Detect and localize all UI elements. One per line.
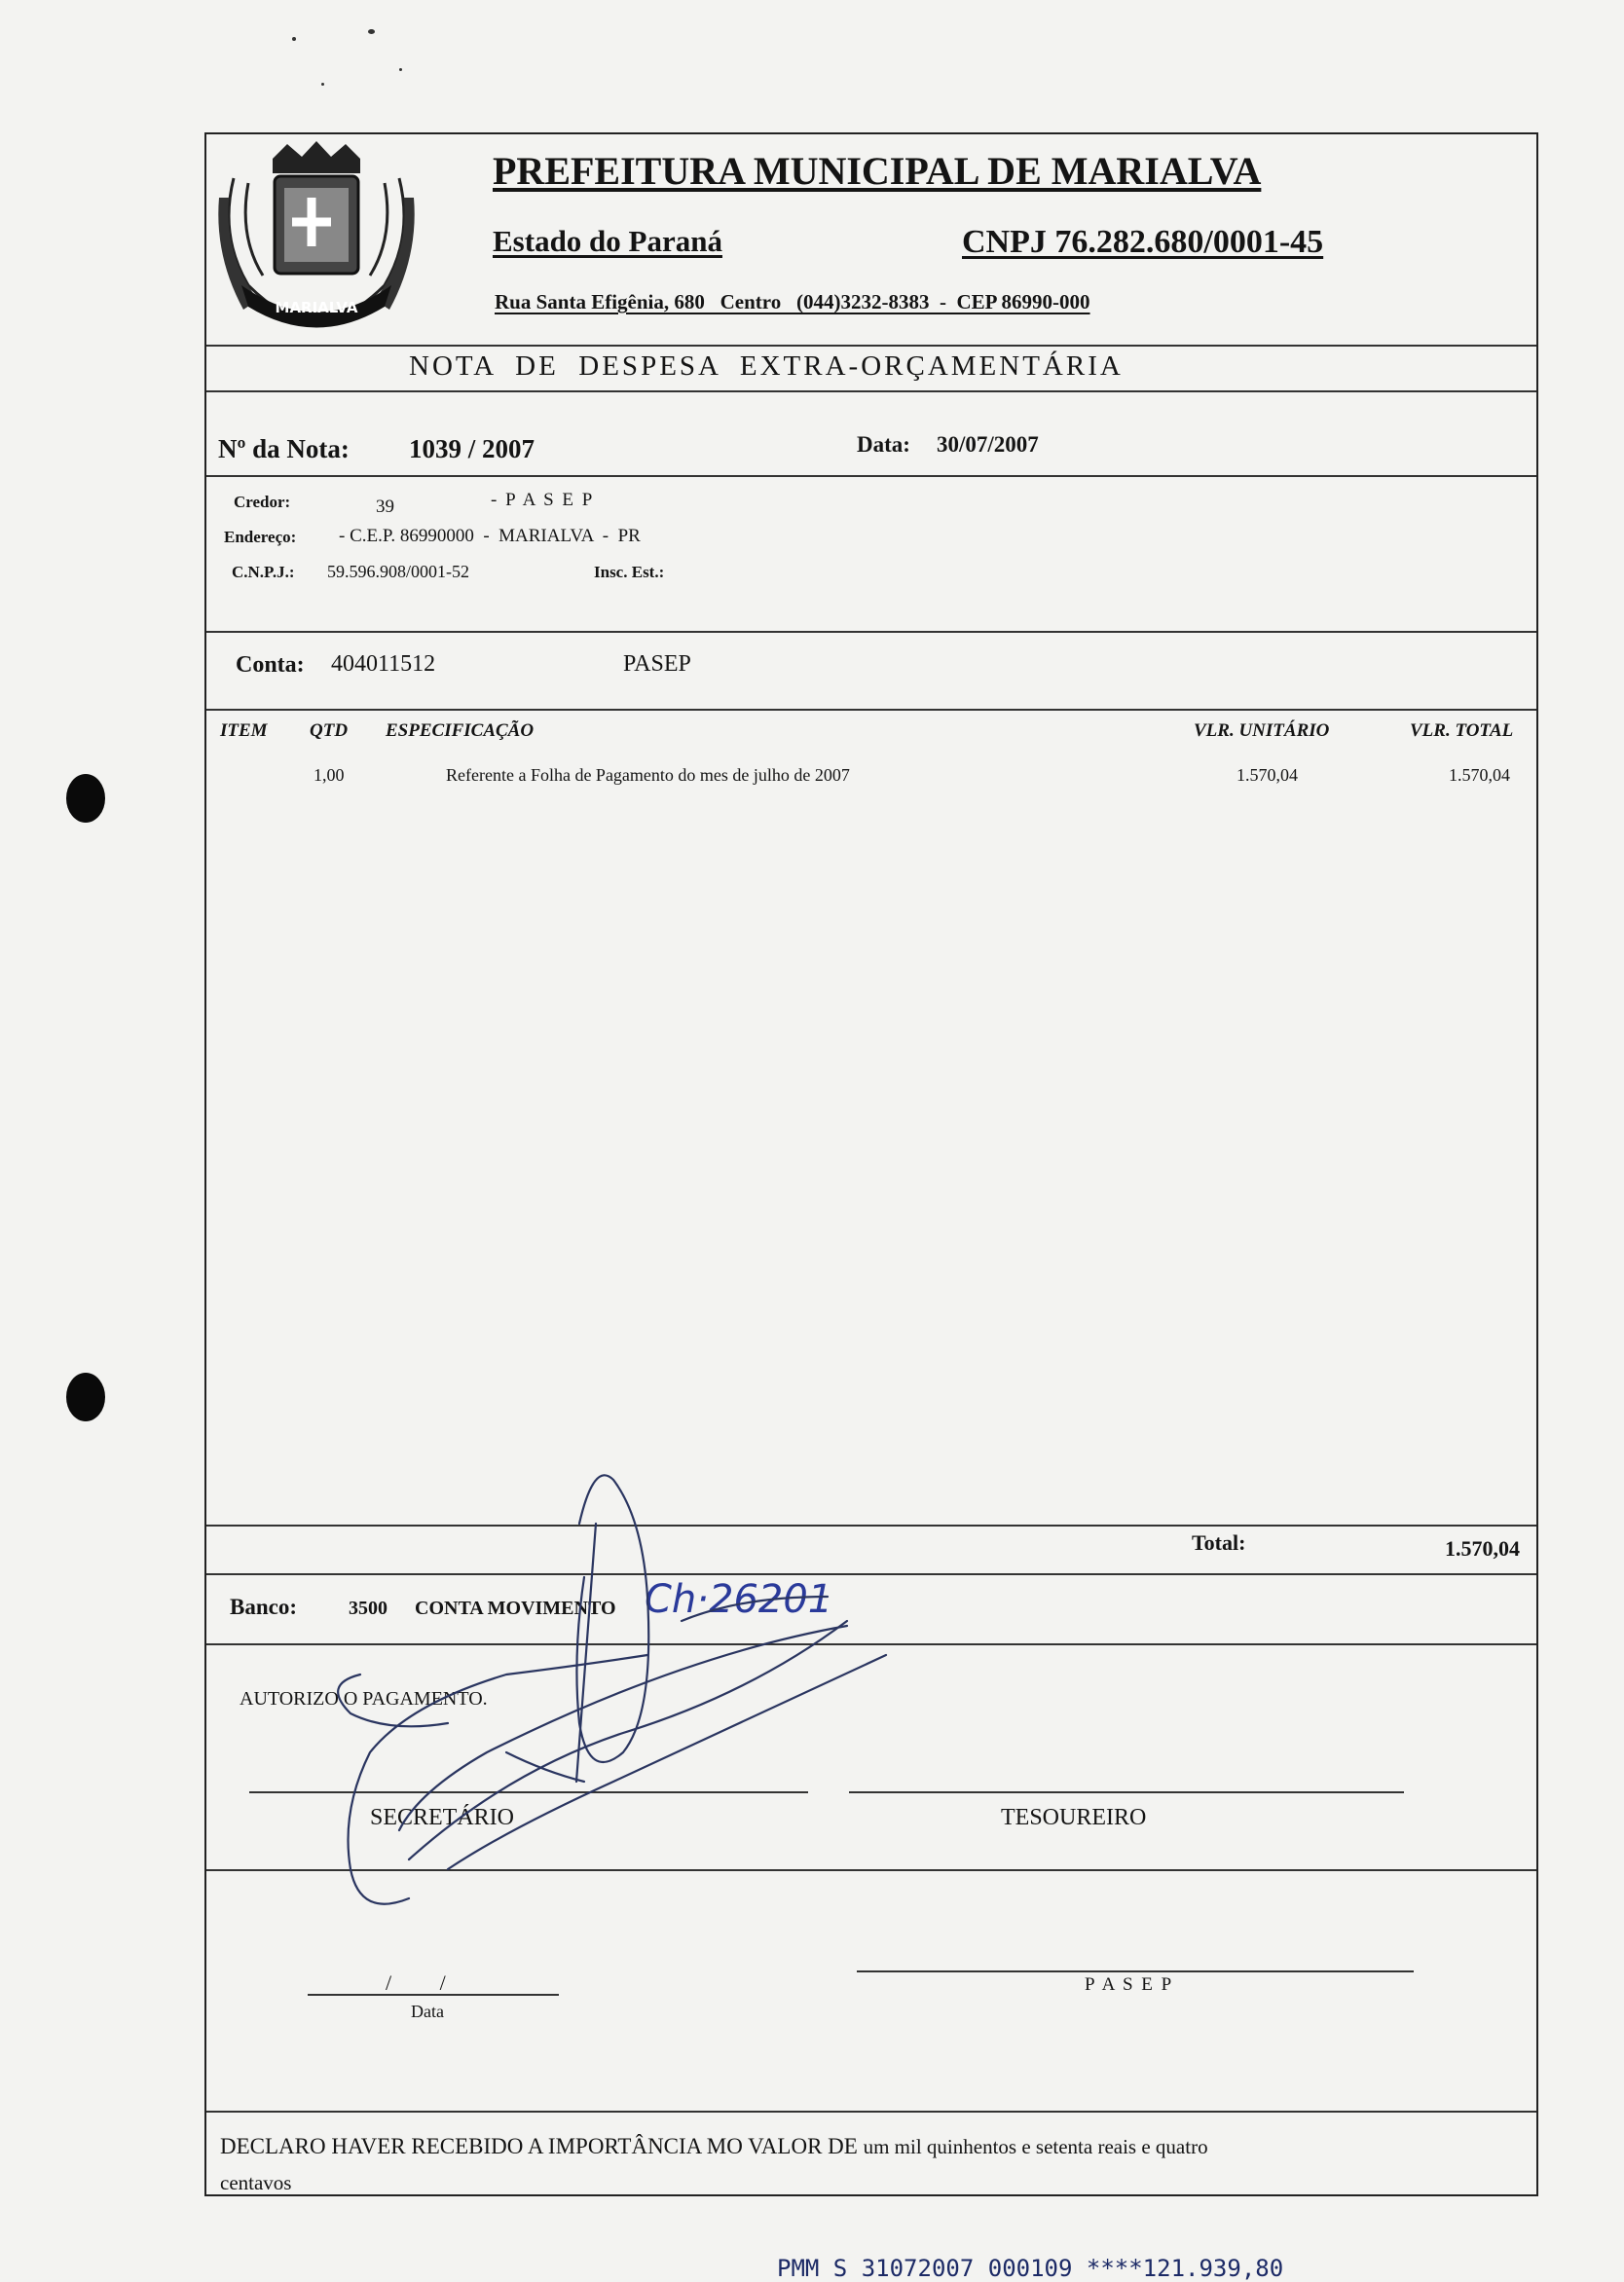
insc-est-label: Insc. Est.: [594,563,665,581]
column-header-item: ITEM [220,720,268,741]
nota-number-label: Nº da Nota: [218,434,350,463]
row-qtd: 1,00 [314,765,345,785]
credor-code: 39 [376,497,394,517]
signature-line-secretario [249,1791,808,1793]
signature-line-payee [857,1970,1414,1972]
municipality-cnpj: CNPJ 76.282.680/0001-45 [962,224,1324,260]
divider [206,1869,1536,1871]
credor-label: Credor: [234,493,291,511]
binder-hole [66,774,105,823]
nota-number: 1039 / 2007 [409,434,535,463]
column-header-especificacao: ESPECIFICAÇÃO [386,720,535,741]
handwritten-account-note: Ch·26201 [645,1577,833,1622]
divider [206,475,1536,477]
divider [206,709,1536,711]
signature-line-tesoureiro [849,1791,1404,1793]
total-label: Total: [1192,1530,1246,1555]
declaration-text [220,2134,1208,2159]
nota-date-label: Data: [857,432,910,457]
form-frame [204,132,1538,2196]
column-header-qtd: QTD [310,720,349,741]
secretario-label: SECRETÁRIO [370,1805,515,1830]
bank-authentication-stamp: PMM S 31072007 000109 ****121.939,80 [777,2255,1284,2282]
tesoureiro-label: TESOUREIRO [1001,1805,1147,1830]
column-header-vlr-total: VLR. TOTAL [1410,720,1514,741]
credor-name: - P A S E P [491,490,595,510]
row-vlr-unitario: 1.570,04 [1236,765,1298,785]
receipt-date-label: Data [411,2002,444,2021]
divider [206,1643,1536,1645]
municipality-address: Rua Santa Efigênia, 680 Centro (044)3232-8383 - CEP 86990-000 [495,290,1090,313]
conta-name: PASEP [623,651,691,677]
municipal-seal-icon [214,139,419,334]
document-title: NOTA DE DESPESA EXTRA-ORÇAMENTÁRIA [409,350,1124,382]
endereco-value: - C.E.P. 86990000 - MARIALVA - PR [339,526,641,546]
total-value: 1.570,04 [1445,1536,1520,1561]
divider [206,1573,1536,1575]
nota-date: 30/07/2007 [937,432,1039,457]
endereco-label: Endereço: [224,528,297,546]
autorizo-text: AUTORIZO O PAGAMENTO. [240,1688,488,1710]
scan-speck [399,68,402,71]
credor-cnpj: 59.596.908/0001-52 [327,562,469,581]
municipality-title: PREFEITURA MUNICIPAL DE MARIALVA [493,149,1262,193]
declaration-line2: centavos [220,2171,292,2194]
letterhead [206,134,1540,347]
receipt-date-slashes: / / [386,1970,446,1995]
binder-hole [66,1373,105,1421]
scan-speck [321,83,324,86]
declaration-prefix: DECLARO HAVER RECEBIDO A IMPORTÂNCIA MO VALOR DE [220,2134,858,2158]
divider [206,631,1536,633]
divider [206,2111,1536,2113]
scan-speck [292,37,296,41]
banco-label: Banco: [230,1595,297,1619]
row-vlr-total: 1.570,04 [1449,765,1510,785]
banco-conta-movimento: CONTA MOVIMENTO [415,1598,616,1619]
divider [206,1525,1536,1527]
cnpj-label: C.N.P.J.: [232,563,295,581]
state-name: Estado do Paraná [493,224,722,258]
banco-code: 3500 [349,1598,388,1619]
column-header-vlr-unitario: VLR. UNITÁRIO [1194,720,1330,741]
receipt-date-line [308,1994,559,1996]
conta-number: 404011512 [331,651,436,677]
declaration-amount-words: um mil quinhentos e setenta reais e quatro [863,2135,1208,2158]
payee-name: P A S E P [1085,1974,1174,1995]
row-especificacao: Referente a Folha de Pagamento do mes de julho de 2007 [446,765,850,785]
svg-text:MARIALVA: MARIALVA [275,299,358,316]
divider [206,345,1536,347]
divider [206,390,1536,392]
conta-label: Conta: [236,652,305,678]
scan-speck [368,29,375,34]
